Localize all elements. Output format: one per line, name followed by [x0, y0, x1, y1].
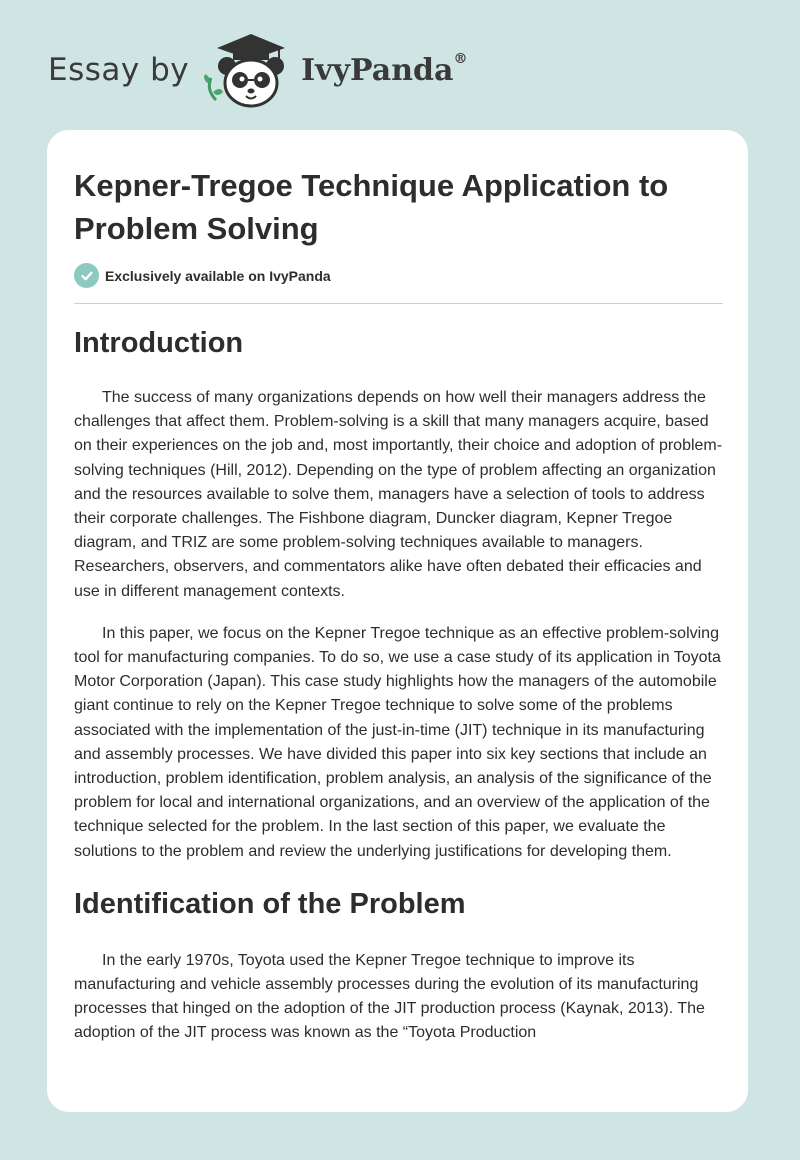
divider: [74, 303, 723, 304]
section-heading-introduction: Introduction: [74, 327, 244, 359]
essay-title: Kepner-Tregoe Technique Application to Problem Solving: [74, 168, 669, 246]
badge-text: Exclusively available on IvyPanda: [105, 267, 331, 284]
site-header: [48, 30, 467, 110]
registered-mark: ®: [453, 50, 468, 67]
essay-by-label: Essay by: [48, 52, 190, 88]
check-icon: [74, 263, 99, 288]
section-heading-identification: Identification of the Problem: [74, 887, 466, 920]
ivypanda-logo[interactable]: [203, 28, 295, 113]
paragraph: In the early 1970s, Toyota used the Kepner Tregoe technique to improve its manufacturing and vehicle assembly processes during the evolution of its manufacturing processes that hinged on the adoption of the JIT production process (Kaynak, 2013). The adoption of the JIT process was known as the “Toyota Production: [74, 951, 705, 1042]
brand-name[interactable]: IvyPanda®: [301, 50, 468, 88]
paragraph: The success of many organizations depends on how well their managers address the challenges that affect them. Problem-solving is a skill that many managers acquire, based on their experiences on the job and, most importantly, their choice and adoption of problem-solving techniques (Hill, 2012). Depending on the type of problem affecting an organization and the resources available to solve them, managers have a selection of tools to address their corporate challenges. The Fishbone diagram, Duncker diagram, Kepner Tregoe diagram, and TRIZ are some problem-solving techniques available to managers. Researchers, observers, and commentators alike have often debated their efficacies and use in different management contexts.: [74, 389, 723, 600]
essay-card: [47, 130, 748, 1112]
exclusive-badge: [74, 263, 331, 288]
essay-body: [74, 320, 726, 1046]
paragraph: In this paper, we focus on the Kepner Tregoe technique as an effective problem-solving tool for manufacturing companies. To do so, we use a case study of its application in Toyota Motor Corporation (Japan). This case study highlights how the managers of the automobile giant continue to rely on the Kepner Tregoe technique to solve some of the problems associated with the implementation of the just-in-time (JIT) technique in its manufacturing and assembly processes. We have divided this paper into six key sections that include an introduction, problem identification, problem analysis, an analysis of the significance of the problem for local and international organizations, and an overview of the application of the technique selected for the problem. In the last section of this paper, we evaluate the solutions to the problem and review the underlying justifications for developing them.: [74, 624, 721, 860]
panda-mascot-icon: [203, 28, 295, 108]
